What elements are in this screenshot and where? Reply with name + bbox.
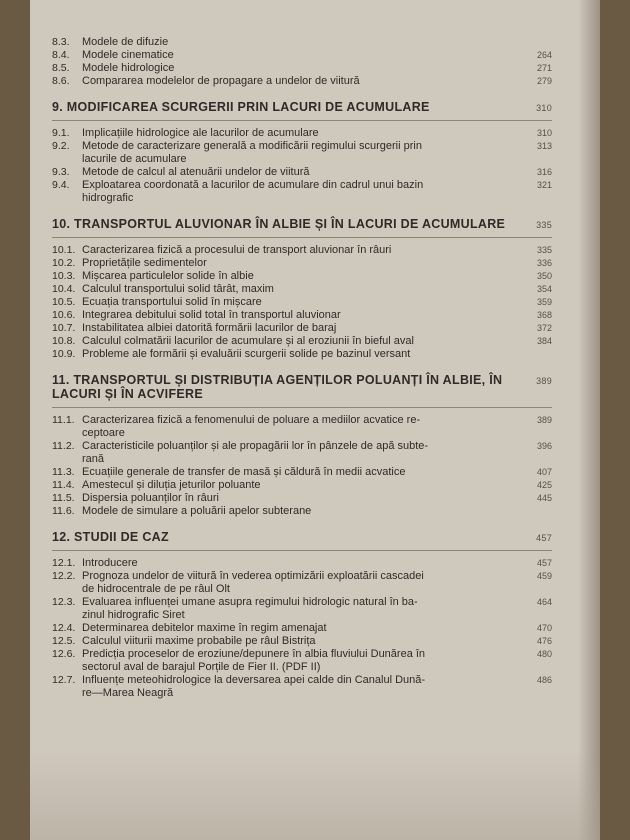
entry-title: Integrarea debitului solid total în transportul aluvionar: [82, 309, 341, 321]
entry-number: 10.4.: [52, 283, 76, 295]
entry-page: 321: [536, 180, 552, 190]
toc-entry: [52, 75, 552, 88]
entry-title: Modele cinematice: [82, 49, 174, 61]
entry-page: 350: [536, 271, 552, 281]
entry-number: 12.1.: [52, 557, 76, 569]
entry-number: 8.4.: [52, 49, 70, 61]
entry-page: 354: [536, 284, 552, 294]
entry-number: 10.7.: [52, 322, 76, 334]
entry-page: 476: [536, 636, 552, 646]
entry-title: Implicațiile hidrologice ale lacurilor de acumulare: [82, 127, 319, 139]
toc-entry: [52, 674, 552, 687]
entry-page: 310: [536, 128, 552, 138]
entry-number: 12.7.: [52, 674, 76, 686]
entry-title: Influențe meteohidrologice la deversarea apei calde din Canalul Dună-: [82, 674, 426, 686]
entry-number: 10.8.: [52, 335, 76, 347]
entry-number: 12.6.: [52, 648, 76, 660]
entry-page: 316: [536, 167, 552, 177]
entry-number: 11.4.: [52, 479, 75, 491]
toc-entry: [52, 127, 552, 140]
toc-entry: [52, 296, 552, 309]
table-of-contents: [52, 36, 552, 712]
entry-title: Dispersia poluanților în râuri: [82, 492, 219, 504]
entry-number: 10.2.: [52, 257, 76, 269]
entry-number: 9.1.: [52, 127, 70, 139]
toc-entry: [52, 466, 552, 479]
entry-page: 407: [536, 467, 552, 477]
entry-number: 10.3.: [52, 270, 76, 282]
section-heading: [52, 530, 552, 551]
page-edge-shadow: [578, 0, 600, 840]
entry-title: Determinarea debitelor maxime în regim amenajat: [82, 622, 327, 634]
toc-entry: [52, 479, 552, 492]
toc-entry: [52, 505, 552, 518]
toc-entry: [52, 322, 552, 335]
toc-entry: [52, 62, 552, 75]
entry-number: 10.5.: [52, 296, 76, 308]
entry-number: 10.1.: [52, 244, 76, 256]
entry-page: 459: [536, 571, 552, 581]
entry-page: 389: [536, 415, 552, 425]
entry-title: Calculul viiturii maxime probabile pe râul Bistrița: [82, 635, 316, 647]
entry-page: 372: [536, 323, 552, 333]
entry-title-continuation: sectorul aval de barajul Porțile de Fier II. (PDF II): [82, 661, 321, 673]
toc-section: [52, 217, 552, 361]
entry-title-continuation: de hidrocentrale de pe râul Olt: [82, 583, 230, 595]
entry-title: Prognoza undelor de viitură în vederea optimizării exploatării cascadei: [82, 570, 424, 582]
entry-page: 264: [536, 50, 552, 60]
entry-number: 12.2.: [52, 570, 76, 582]
toc-entry: [52, 596, 552, 609]
entry-number: 12.4.: [52, 622, 76, 634]
toc-section: [52, 100, 552, 205]
entry-page: 425: [536, 480, 552, 490]
entry-title: Calculul colmatării lacurilor de acumulare și al eroziunii în bieful aval: [82, 335, 414, 347]
toc-section: [52, 373, 552, 518]
entry-number: 10.6.: [52, 309, 76, 321]
entry-title: Caracterizarea fizică a procesului de transport aluvionar în râuri: [82, 244, 392, 256]
toc-entry: [52, 179, 552, 192]
toc-entry: [52, 283, 552, 296]
entry-title: Instabilitatea albiei datorită formării lacurilor de baraj: [82, 322, 337, 334]
toc-section: [52, 36, 552, 88]
entry-title: Modele de simulare a poluării apelor subterane: [82, 505, 312, 517]
entry-title: Predicția proceselor de eroziune/depunere în albia fluviului Dunărea în: [82, 648, 426, 660]
entry-title: Proprietățile sedimentelor: [82, 257, 207, 269]
section-heading-page: 335: [536, 220, 552, 230]
entry-title: Probleme ale formării și evaluării scurgerii solide pe bazinul versant: [82, 348, 411, 360]
toc-entry: [52, 557, 552, 570]
toc-entry: [52, 440, 552, 453]
entry-title: Amestecul și diluția jeturilor poluante: [82, 479, 261, 491]
toc-entry: [52, 140, 552, 153]
entry-title: Introducere: [82, 557, 138, 569]
entry-title-continuation: re—Marea Neagră: [82, 687, 174, 699]
entry-title: Evaluarea influenței umane asupra regimului hidrologic natural în ba-: [82, 596, 418, 608]
entry-title-continuation: ceptoare: [82, 427, 125, 439]
entry-title: Caracteristicile poluanților și ale propagării lor în pânzele de apă subte-: [82, 440, 429, 452]
entry-title: Exploatarea coordonată a lacurilor de acumulare din cadrul unui bazin: [82, 179, 424, 191]
entry-number: 12.3.: [52, 596, 76, 608]
entry-page: 396: [536, 441, 552, 451]
entry-page: 359: [536, 297, 552, 307]
entry-title: Ecuațiile generale de transfer de masă și căldură în medii acvatice: [82, 466, 406, 478]
toc-entry: [52, 348, 552, 361]
entry-page: 271: [536, 63, 552, 73]
entry-title: Modele de difuzie: [82, 36, 169, 48]
toc-entry: [52, 414, 552, 427]
entry-title: Modele hidrologice: [82, 62, 175, 74]
entry-page: 464: [536, 597, 552, 607]
entry-number: 9.3.: [52, 166, 70, 178]
entry-page: 470: [536, 623, 552, 633]
toc-entry: [52, 309, 552, 322]
section-heading-title: 10. TRANSPORTUL ALUVIONAR ÎN ALBIE ȘI ÎN LACURI DE ACUMULARE: [52, 217, 506, 231]
entry-page: 368: [536, 310, 552, 320]
entry-number: 8.5.: [52, 62, 70, 74]
entry-number: 11.3.: [52, 466, 75, 478]
entry-page: 384: [536, 336, 552, 346]
section-heading-page: 457: [536, 533, 552, 543]
entry-title-continuation: zinul hidrografic Siret: [82, 609, 185, 621]
entry-number: 8.3.: [52, 36, 70, 48]
section-heading-page: 389: [536, 376, 552, 386]
entry-page: 279: [536, 76, 552, 86]
entry-number: 11.5.: [52, 492, 75, 504]
section-heading-title: 12. STUDII DE CAZ: [52, 530, 169, 544]
entry-title-continuation: rană: [82, 453, 105, 465]
entry-title: Compararea modelelor de propagare a undelor de viitură: [82, 75, 360, 87]
entry-page: 445: [536, 493, 552, 503]
section-heading-title: 11. TRANSPORTUL ȘI DISTRIBUȚIA AGENȚILOR POLUANȚI ÎN ALBIE, ÎN LACURI ȘI ÎN ACVIFERE: [52, 373, 503, 401]
toc-entry: [52, 648, 552, 661]
entry-page: 313: [536, 141, 552, 151]
section-heading: [52, 100, 552, 121]
entry-title: Metode de calcul al atenuării undelor de viitură: [82, 166, 310, 178]
entry-page: 480: [536, 649, 552, 659]
entry-page: 486: [536, 675, 552, 685]
entry-page: 336: [536, 258, 552, 268]
entry-page: 457: [536, 558, 552, 568]
entry-number: 11.1.: [52, 414, 75, 426]
toc-entry: [52, 257, 552, 270]
toc-section: [52, 530, 552, 700]
toc-entry: [52, 244, 552, 257]
page-bottom-shading: [30, 750, 600, 840]
entry-title: Metode de caracterizare generală a modificării regimului scurgerii prin: [82, 140, 422, 152]
toc-entry: [52, 270, 552, 283]
section-heading-page: 310: [536, 103, 552, 113]
entry-title: Calculul transportului solid târât, maxim: [82, 283, 274, 295]
entry-page: 335: [536, 245, 552, 255]
toc-entry: [52, 492, 552, 505]
entry-number: 11.2.: [52, 440, 75, 452]
toc-entry: [52, 635, 552, 648]
entry-title: Mișcarea particulelor solide în albie: [82, 270, 254, 282]
toc-entry: [52, 49, 552, 62]
entry-title-continuation: hidrografic: [82, 192, 134, 204]
entry-number: 9.4.: [52, 179, 70, 191]
entry-number: 12.5.: [52, 635, 76, 647]
section-heading: [52, 217, 552, 238]
toc-entry: [52, 570, 552, 583]
toc-entry: [52, 36, 552, 49]
entry-title-continuation: lacurile de acumulare: [82, 153, 187, 165]
entry-number: 8.6.: [52, 75, 70, 87]
toc-entry: [52, 335, 552, 348]
entry-number: 10.9.: [52, 348, 76, 360]
toc-entry: [52, 622, 552, 635]
section-heading-title: 9. MODIFICAREA SCURGERII PRIN LACURI DE ACUMULARE: [52, 100, 430, 114]
entry-number: 9.2.: [52, 140, 70, 152]
entry-title: Caracterizarea fizică a fenomenului de poluare a mediilor acvatice re-: [82, 414, 421, 426]
entry-title: Ecuația transportului solid în mișcare: [82, 296, 262, 308]
entry-number: 11.6.: [52, 505, 75, 517]
section-heading: [52, 373, 552, 408]
toc-entry: [52, 166, 552, 179]
